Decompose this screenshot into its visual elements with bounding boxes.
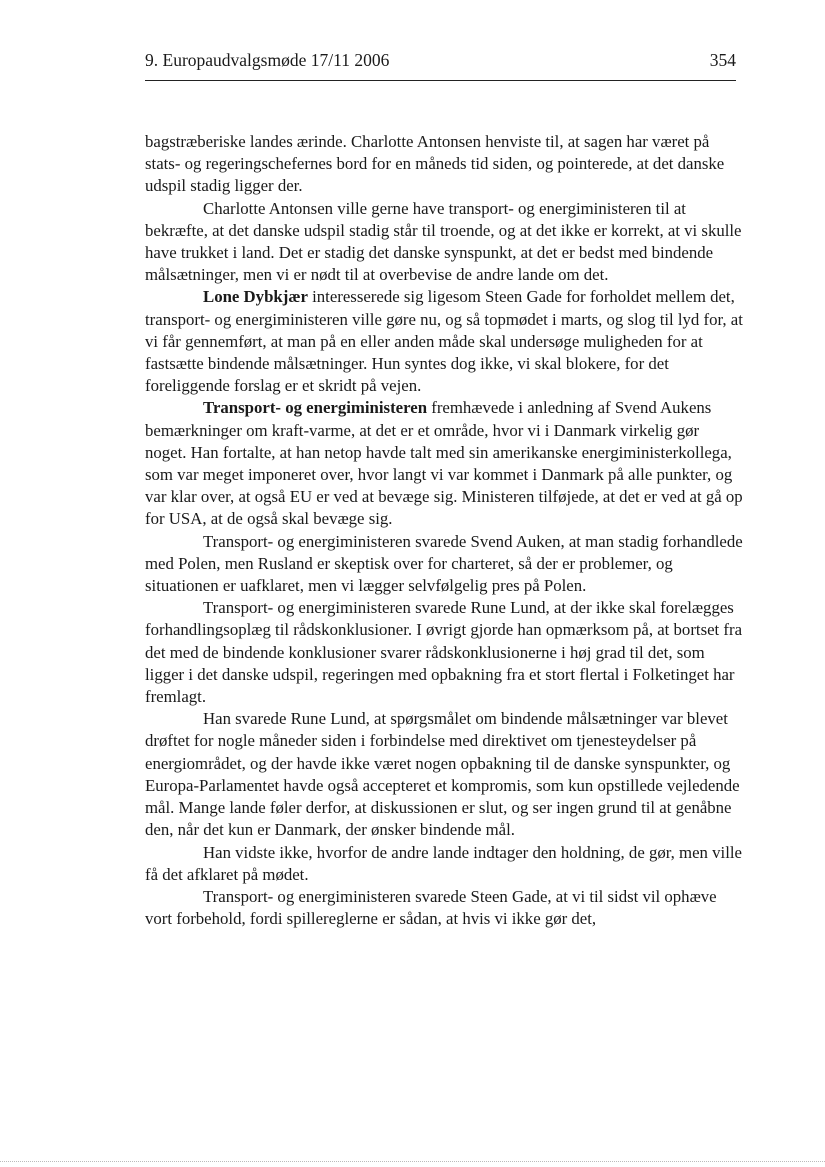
- paragraph-text: fremhævede i anledning af Svend Aukens bemærkninger om kraft-varme, at det er et område, hvor vi i Danmark virkelig gør noget. Han fortalte, at han netop havde talt med sin amerikanske energiministerkollega, som var meget imponeret over, hvor langt vi var kommet i Danmark på alle punkter, og var klar over, at også EU er ved at bevæge sig. Ministeren tilføjede, at det er ved at gå op for USA, at de også skal bevæge sig.: [145, 398, 743, 529]
- paragraph-1: [145, 131, 743, 198]
- paragraph-text: Han vidste ikke, hvorfor de andre lande indtager den holdning, de gør, men ville få det afklaret på mødet.: [145, 842, 742, 884]
- paragraph-3: [145, 286, 743, 397]
- page-header: [145, 50, 736, 80]
- paragraph-text: Transport- og energiministeren svarede Svend Auken, at man stadig forhandlede med Polen, men Rusland er skeptisk over for charteret, så der er problemer, og situationen er uafklaret, men vi lægger selvfølgelig pres på Polen.: [145, 531, 743, 596]
- paragraph-9: [145, 886, 743, 930]
- paragraph-text: interesserede sig ligesom Steen Gade for forholdet mellem det, transport- og energiministeren ville gøre nu, og så topmødet i marts, og slog til lyd for, at vi får gennemført, at man på en eller anden måde skal undersøge muligheden for at fastsætte bindende målsætninger. Hun syntes dog ikke, vi skal blokere, for det foreliggende forslag er et skridt på vejen.: [145, 287, 743, 396]
- paragraph-2: [145, 198, 743, 287]
- header-divider: [145, 80, 736, 81]
- page-bottom-edge: [0, 1161, 825, 1162]
- document-body: [145, 131, 743, 930]
- speaker-name: Lone Dybkjær: [203, 287, 308, 307]
- paragraph-text: Transport- og energiministeren svarede Rune Lund, at der ikke skal forelægges forhandlingsoplæg til rådskonklusioner. I øvrigt gjorde han opmærksom på, at bortset fra det med de bindende konklusioner svarer rådskonklusionerne i høj grad til det, som ligger i det danske udspil, regeringen med opbakning fra et stort flertal i Folketinget har fremlagt.: [145, 598, 743, 707]
- header-meeting-title: 9. Europaudvalgsmøde 17/11 2006: [145, 50, 390, 70]
- paragraph-text: Transport- og energiministeren svarede Steen Gade, at vi til sidst vil ophæve vort forbehold, fordi spillereglerne er sådan, at hvis vi ikke gør det,: [145, 886, 717, 929]
- paragraph-text: Han svarede Rune Lund, at spørgsmålet om bindende målsætninger var blevet drøftet for nogle måneder siden i forbindelse med direktivet om tjenesteydelser på energiområdet, og der havde ikke været nogen opbakning til de danske synspunkter, og Europa-Parlamentet havde også accepteret et kompromis, som kun opstillede vejledende mål. Mange lande føler derfor, at diskussionen er slut, og ser ingen grund til at genåbne den, når det kun er Danmark, der ønsker bindende mål.: [145, 709, 740, 840]
- header-page-number: 354: [709, 50, 736, 70]
- paragraph-text: bagstræberiske landes ærinde. Charlotte Antonsen henviste til, at sagen har været på stats- og regeringschefernes bord for en måneds tid siden, og pointerede, at det danske udspil stadig ligger der.: [145, 132, 725, 196]
- paragraph-4: [145, 397, 743, 530]
- paragraph-text: Charlotte Antonsen ville gerne have transport- og energiministeren til at bekræfte, at det danske udspil stadig står til troende, og at det ikke er korrekt, at vi skulle have trukket i land. Det er stadig det danske synspunkt, at det er bedst med bindende målsætninger, men vi er nødt til at overbevise de andre lande om det.: [145, 198, 742, 285]
- paragraph-6: [145, 597, 743, 708]
- paragraph-8: [145, 842, 743, 886]
- paragraph-7: [145, 708, 743, 841]
- paragraph-5: [145, 531, 743, 598]
- speaker-name: Transport- og energiministeren: [203, 398, 428, 418]
